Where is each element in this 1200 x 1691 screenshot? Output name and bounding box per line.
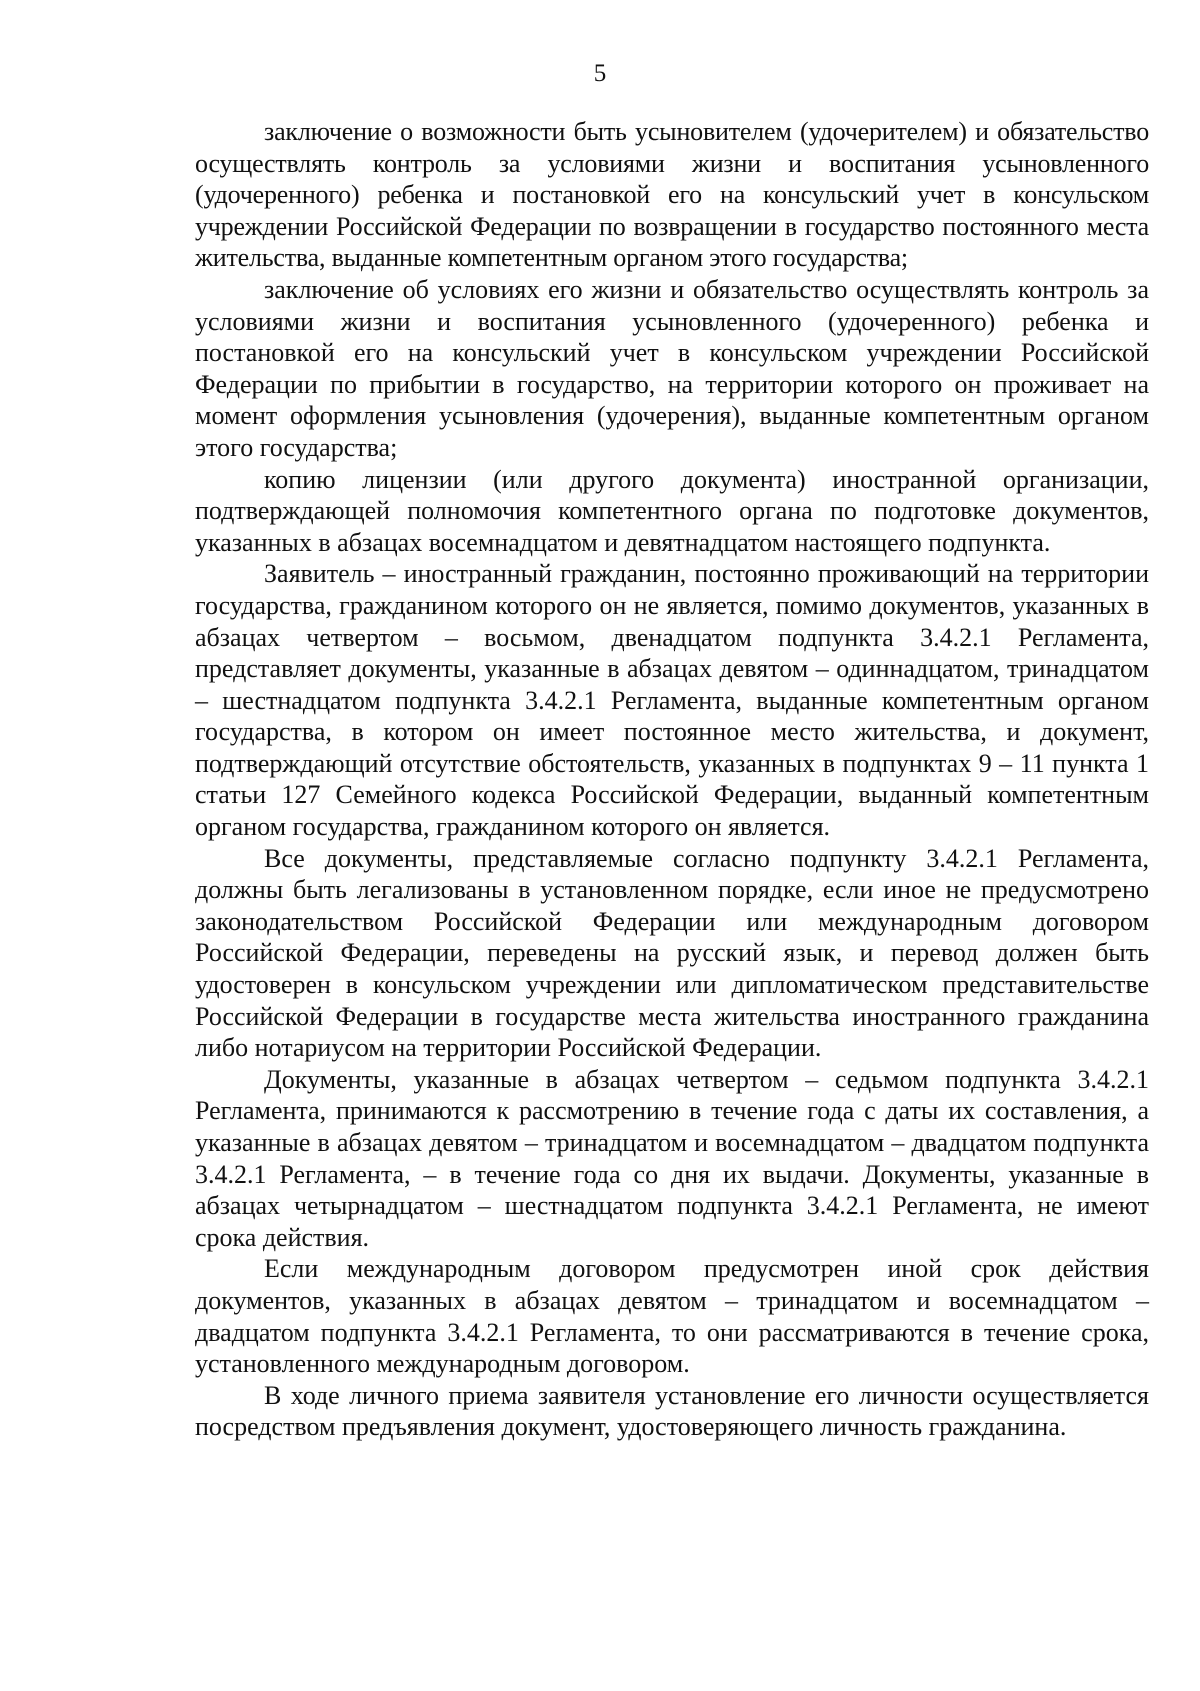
- document-body: [195, 116, 1149, 1443]
- paragraph-legalization-requirements: Все документы, представляемые согласно подпункту 3.4.2.1 Регламента, должны быть легализованы в установленном порядке, если иное не предусмотрено законодательством Российской Федерации или международным договором Российской Федерации, переведены на русский язык, и перевод должен быть удостоверен в консульском учреждении или дипломатическом представительстве Российской Федерации в государстве места жительства иностранного гражданина либо нотариусом на территории Российской Федерации.: [195, 843, 1149, 1063]
- page-number: 5: [593, 60, 607, 87]
- paragraph-license-copy: копию лицензии (или другого документа) иностранной организации, подтверждающей полномочия компетентного органа по подготовке документов, указанных в абзацах восемнадцатом и девятнадцатом настоящего подпункта.: [195, 464, 1149, 557]
- paragraph-document-validity: Документы, указанные в абзацах четвертом – седьмом подпункта 3.4.2.1 Регламента, принимаются к рассмотрению в течение года с даты их составления, а указанные в абзацах девятом – тринадцатом и восемнадцатом – двадцатом подпункта 3.4.2.1 Регламента, – в течение года со дня их выдачи. Документы, указанные в абзацах четырнадцатом – шестнадцатом подпункта 3.4.2.1 Регламента, не имеют срока действия.: [195, 1064, 1149, 1252]
- paragraph-conclusion-adoptive-parent: заключение о возможности быть усыновителем (удочерителем) и обязательство осуществлять контроль за условиями жизни и воспитания усыновленного (удочеренного) ребенка и постановкой его на консульский учет в консульском учреждении Российской Федерации по возвращении в государство постоянного места жительства, выданные компетентным органом этого государства;: [195, 117, 1149, 273]
- paragraph-international-treaty-term: Если международным договором предусмотрен иной срок действия документов, указанных в абзацах девятом – тринадцатом и восемнадцатом – двадцатом подпункта 3.4.2.1 Регламента, то они рассматриваются в течение срока, установленного международным договором.: [195, 1254, 1149, 1379]
- paragraph-conclusion-living-conditions: заключение об условиях его жизни и обязательство осуществлять контроль за условиями жизни и воспитания усыновленного (удочеренного) ребенка и постановкой его на консульский учет в консульском учреждении Российской Федерации по прибытии в государство, на территории которого он проживает на момент оформления усыновления (удочерения), выданные компетентным органом этого государства;: [195, 274, 1149, 462]
- paragraph-foreign-citizen-applicant: Заявитель – иностранный гражданин, постоянно проживающий на территории государства, гражданином которого он не является, помимо документов, указанных в абзацах четвертом – восьмом, двенадцатом подпункта 3.4.2.1 Регламента, представляет документы, указанные в абзацах девятом – одиннадцатом, тринадцатом – шестнадцатом подпункта 3.4.2.1 Регламента, выданные компетентным органом государства, в котором он имеет постоянное место жительства, и документ, подтверждающий отсутствие обстоятельств, указанных в подпунктах 9 – 11 пункта 1 статьи 127 Семейного кодекса Российской Федерации, выданный компетентным органом государства, гражданином которого он является.: [195, 559, 1149, 842]
- paragraph-identity-verification: В ходе личного приема заявителя установление его личности осуществляется посредством предъявления документ, удостоверяющего личность гражданина.: [195, 1380, 1149, 1442]
